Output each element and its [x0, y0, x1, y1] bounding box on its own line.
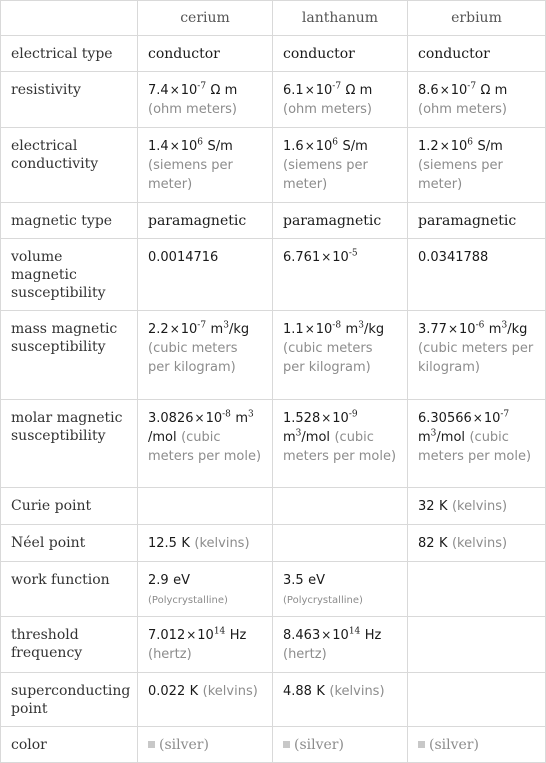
- cell-erbium: [408, 562, 546, 617]
- cell-lanthanum: paramagnetic: [273, 203, 408, 239]
- cell-lanthanum: (silver): [273, 727, 408, 763]
- row-label: resistivity: [1, 72, 138, 128]
- cell-lanthanum: $1.1\times 10^{-8}$ $m^3/kg$ (cubic meters per kilogram): [273, 311, 408, 400]
- row-neel-point: [1, 525, 546, 562]
- cell-lanthanum: 3.5 eV (Polycrystalline): [273, 562, 408, 617]
- cell-cerium: 12.5 K (kelvins): [138, 525, 273, 562]
- cell-lanthanum: $6.1\times 10^{-7}$ Ω m (ohm meters): [273, 72, 408, 128]
- header-row: [1, 1, 546, 36]
- cell-cerium: 0.0014716: [138, 239, 273, 311]
- cell-cerium: paramagnetic: [138, 203, 273, 239]
- row-label: magnetic type: [1, 203, 138, 239]
- row-volume-magnetic-susceptibility: [1, 239, 546, 311]
- row-label: threshold frequency: [1, 617, 138, 673]
- cell-cerium: $1.4\times 10^6$ S/m (siemens per meter): [138, 128, 273, 203]
- cell-lanthanum: conductor: [273, 36, 408, 72]
- cell-erbium: paramagnetic: [408, 203, 546, 239]
- row-threshold-frequency: [1, 617, 546, 673]
- cell-erbium: (silver): [408, 727, 546, 763]
- cell-cerium: [138, 488, 273, 525]
- row-label: work function: [1, 562, 138, 617]
- column-header-lanthanum: lanthanum: [273, 1, 408, 36]
- cell-erbium: $8.6\times 10^{-7}$ Ω m (ohm meters): [408, 72, 546, 128]
- row-superconducting-point: [1, 673, 546, 727]
- cell-cerium: $3.0826\times 10^{-8}$ $m^3$ /mol (cubic meters per mole): [138, 400, 273, 488]
- cell-cerium: $7.4\times 10^{-7}$ Ω m (ohm meters): [138, 72, 273, 128]
- cell-lanthanum: [273, 525, 408, 562]
- column-header-erbium: erbium: [408, 1, 546, 36]
- color-swatch: [283, 741, 290, 748]
- cell-erbium: $3.77\times 10^{-6}$ $m^3/kg$ (cubic meters per kilogram): [408, 311, 546, 400]
- cell-cerium: (silver): [138, 727, 273, 763]
- row-magnetic-type: [1, 203, 546, 239]
- cell-cerium: 2.9 eV (Polycrystalline): [138, 562, 273, 617]
- cell-lanthanum: [273, 488, 408, 525]
- row-color: [1, 727, 546, 763]
- cell-cerium: $2.2\times 10^{-7}$ $m^3/kg$ (cubic meters per kilogram): [138, 311, 273, 400]
- row-label: mass magnetic susceptibility: [1, 311, 138, 400]
- row-label: Curie point: [1, 488, 138, 525]
- row-label: Néel point: [1, 525, 138, 562]
- row-label: superconducting point: [1, 673, 138, 727]
- cell-lanthanum: $1.528\times 10^{-9}$ $m^3$/mol (cubic meters per mole): [273, 400, 408, 488]
- cell-erbium: $6.30566\times 10^{-7}$ $m^3$/mol (cubic meters per mole): [408, 400, 546, 488]
- cell-erbium: $1.2\times 10^6$ S/m (siemens per meter): [408, 128, 546, 203]
- cell-cerium: conductor: [138, 36, 273, 72]
- cell-erbium: 82 K (kelvins): [408, 525, 546, 562]
- cell-erbium: conductor: [408, 36, 546, 72]
- cell-lanthanum: $1.6\times 10^6$ S/m (siemens per meter): [273, 128, 408, 203]
- row-label: volume magnetic susceptibility: [1, 239, 138, 311]
- row-work-function: [1, 562, 546, 617]
- cell-erbium: 32 K (kelvins): [408, 488, 546, 525]
- row-label: color: [1, 727, 138, 763]
- cell-erbium: [408, 617, 546, 673]
- cell-cerium: 0.022 K (kelvins): [138, 673, 273, 727]
- header-empty-cell: [1, 1, 138, 36]
- row-mass-magnetic-susceptibility: [1, 311, 546, 400]
- row-curie-point: [1, 488, 546, 525]
- row-molar-magnetic-susceptibility: [1, 400, 546, 488]
- column-header-cerium: cerium: [138, 1, 273, 36]
- cell-lanthanum: $6.761\times 10^{-5}$: [273, 239, 408, 311]
- row-electrical-type: [1, 36, 546, 72]
- cell-lanthanum: $8.463\times 10^{14}$ Hz (hertz): [273, 617, 408, 673]
- color-swatch: [418, 741, 425, 748]
- cell-erbium: [408, 673, 546, 727]
- row-label: electrical type: [1, 36, 138, 72]
- row-electrical-conductivity: [1, 128, 546, 203]
- color-swatch: [148, 741, 155, 748]
- row-label: molar magnetic susceptibility: [1, 400, 138, 488]
- cell-cerium: $7.012\times 10^{14}$ Hz (hertz): [138, 617, 273, 673]
- cell-erbium: 0.0341788: [408, 239, 546, 311]
- row-resistivity: [1, 72, 546, 128]
- cell-lanthanum: 4.88 K (kelvins): [273, 673, 408, 727]
- row-label: electrical conductivity: [1, 128, 138, 203]
